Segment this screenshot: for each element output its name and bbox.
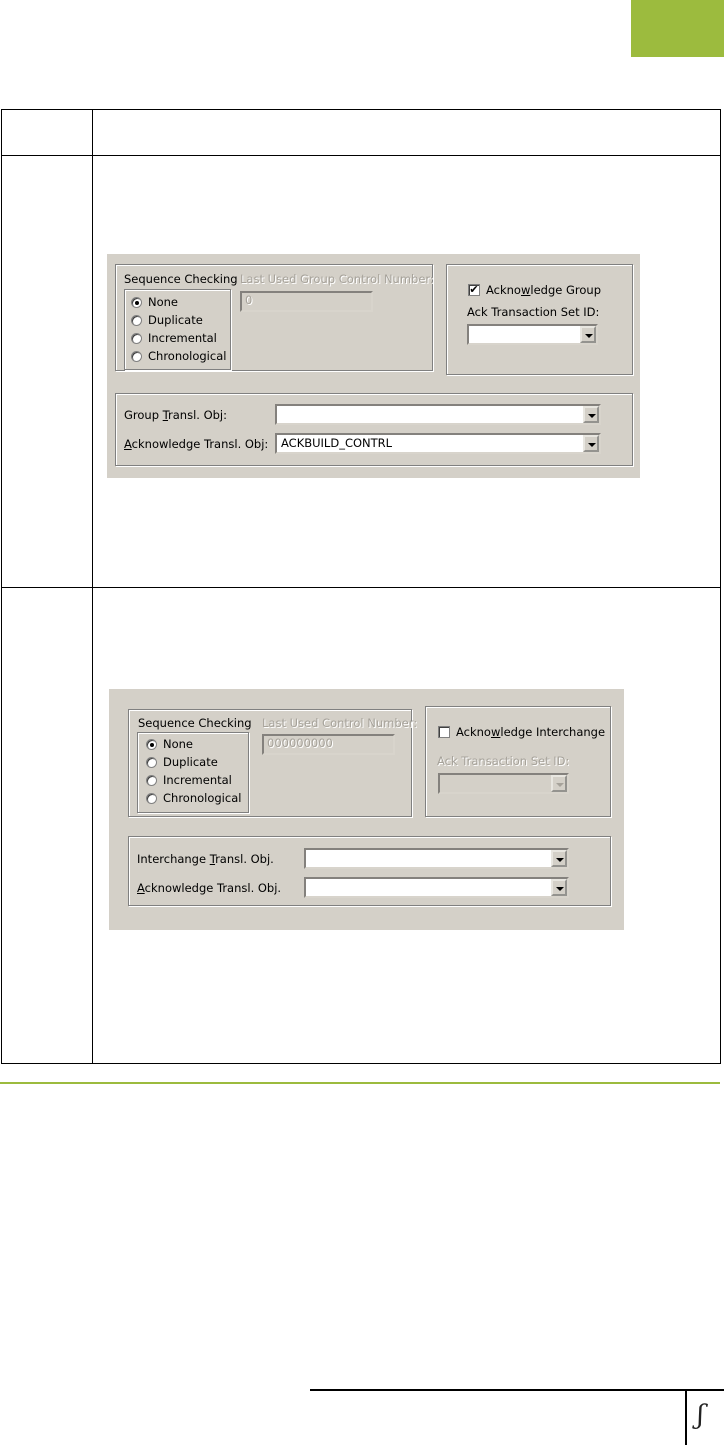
acknowledge-transl-obj-select[interactable]: ACKBUILD_CONTRL (275, 433, 601, 454)
radio-none[interactable] (146, 737, 193, 751)
last-used-control-number-field: 000000000 (262, 734, 395, 755)
last-used-control-number-label: Last Used Control Number: (262, 716, 418, 730)
acknowledge-interchange-label: Acknowledge Interchange (456, 725, 606, 739)
acknowledge-transl-obj-label: Acknowledge Transl. Obj. (137, 881, 282, 895)
sequence-checking-group (115, 264, 433, 371)
footer-rule (310, 1389, 724, 1391)
radio-label: None (148, 295, 179, 309)
acknowledge-interchange-group (425, 706, 611, 817)
ack-transaction-set-id-label: Ack Transaction Set ID: (467, 305, 600, 319)
radio-button[interactable] (146, 793, 157, 804)
dropdown-arrow-icon[interactable] (551, 879, 567, 896)
radio-none[interactable] (131, 295, 178, 309)
radio-button[interactable] (146, 739, 157, 750)
sequence-checking-group (128, 709, 418, 817)
translation-objects-group (115, 393, 633, 466)
radio-incremental[interactable] (131, 331, 217, 345)
radio-button[interactable] (131, 333, 142, 344)
radio-label: Chronological (148, 349, 227, 363)
radio-duplicate[interactable] (131, 313, 203, 327)
radio-button[interactable] (131, 351, 142, 362)
ack-transaction-set-id-label: Ack Transaction Set ID: (437, 754, 570, 768)
acknowledge-group-checkbox-row[interactable] (468, 283, 601, 297)
radio-incremental[interactable] (146, 773, 232, 787)
last-used-control-number-field: 0 (240, 291, 373, 312)
footer-divider (685, 1389, 687, 1445)
interchange-settings-dialog (109, 689, 624, 930)
radio-button[interactable] (146, 757, 157, 768)
dropdown-arrow-icon[interactable] (551, 850, 567, 867)
radio-button[interactable] (131, 297, 142, 308)
dropdown-arrow-icon[interactable] (580, 326, 596, 343)
ack-transaction-set-id-select[interactable] (467, 324, 598, 345)
acknowledge-group-label: Acknowledge Group (486, 283, 602, 297)
acknowledge-transl-obj-label: Acknowledge Transl. Obj: (124, 437, 269, 451)
section-rule (0, 1082, 720, 1084)
radio-chronological[interactable] (131, 349, 226, 363)
row-divider (2, 587, 720, 588)
dropdown-arrow-icon[interactable] (583, 435, 599, 452)
chapter-tab (631, 0, 724, 57)
radio-button[interactable] (146, 775, 157, 786)
sequence-checking-label: Sequence Checking (138, 716, 252, 730)
dropdown-arrow-icon[interactable] (583, 406, 599, 423)
radio-button[interactable] (131, 315, 142, 326)
acknowledge-interchange-checkbox-row[interactable] (438, 725, 605, 739)
interchange-transl-obj-label: Interchange Transl. Obj. (137, 852, 274, 866)
brand-mark-icon: ʃ (697, 1400, 705, 1430)
radio-label: Chronological (163, 791, 242, 805)
dropdown-arrow-icon (551, 775, 567, 792)
header-row-divider (2, 155, 720, 156)
interchange-transl-obj-select[interactable] (304, 848, 569, 869)
radio-label: None (163, 737, 194, 751)
group-settings-dialog (107, 254, 640, 478)
last-used-control-number-label: Last Used Group Control Number: (240, 272, 434, 286)
group-transl-obj-label: Group Transl. Obj: (124, 408, 227, 422)
radio-duplicate[interactable] (146, 755, 218, 769)
radio-label: Incremental (148, 331, 217, 345)
acknowledge-transl-obj-select[interactable] (304, 877, 569, 898)
radio-label: Duplicate (148, 313, 203, 327)
ack-transaction-set-id-select (438, 773, 569, 794)
group-transl-obj-select[interactable] (275, 404, 601, 425)
radio-chronological[interactable] (146, 791, 241, 805)
translation-objects-group (128, 836, 611, 906)
radio-label: Duplicate (163, 755, 218, 769)
checkbox[interactable] (438, 726, 450, 738)
radio-label: Incremental (163, 773, 232, 787)
checkbox[interactable]: ✔ (469, 283, 479, 296)
acknowledge-group (446, 264, 633, 375)
sequence-checking-label: Sequence Checking (124, 272, 238, 286)
